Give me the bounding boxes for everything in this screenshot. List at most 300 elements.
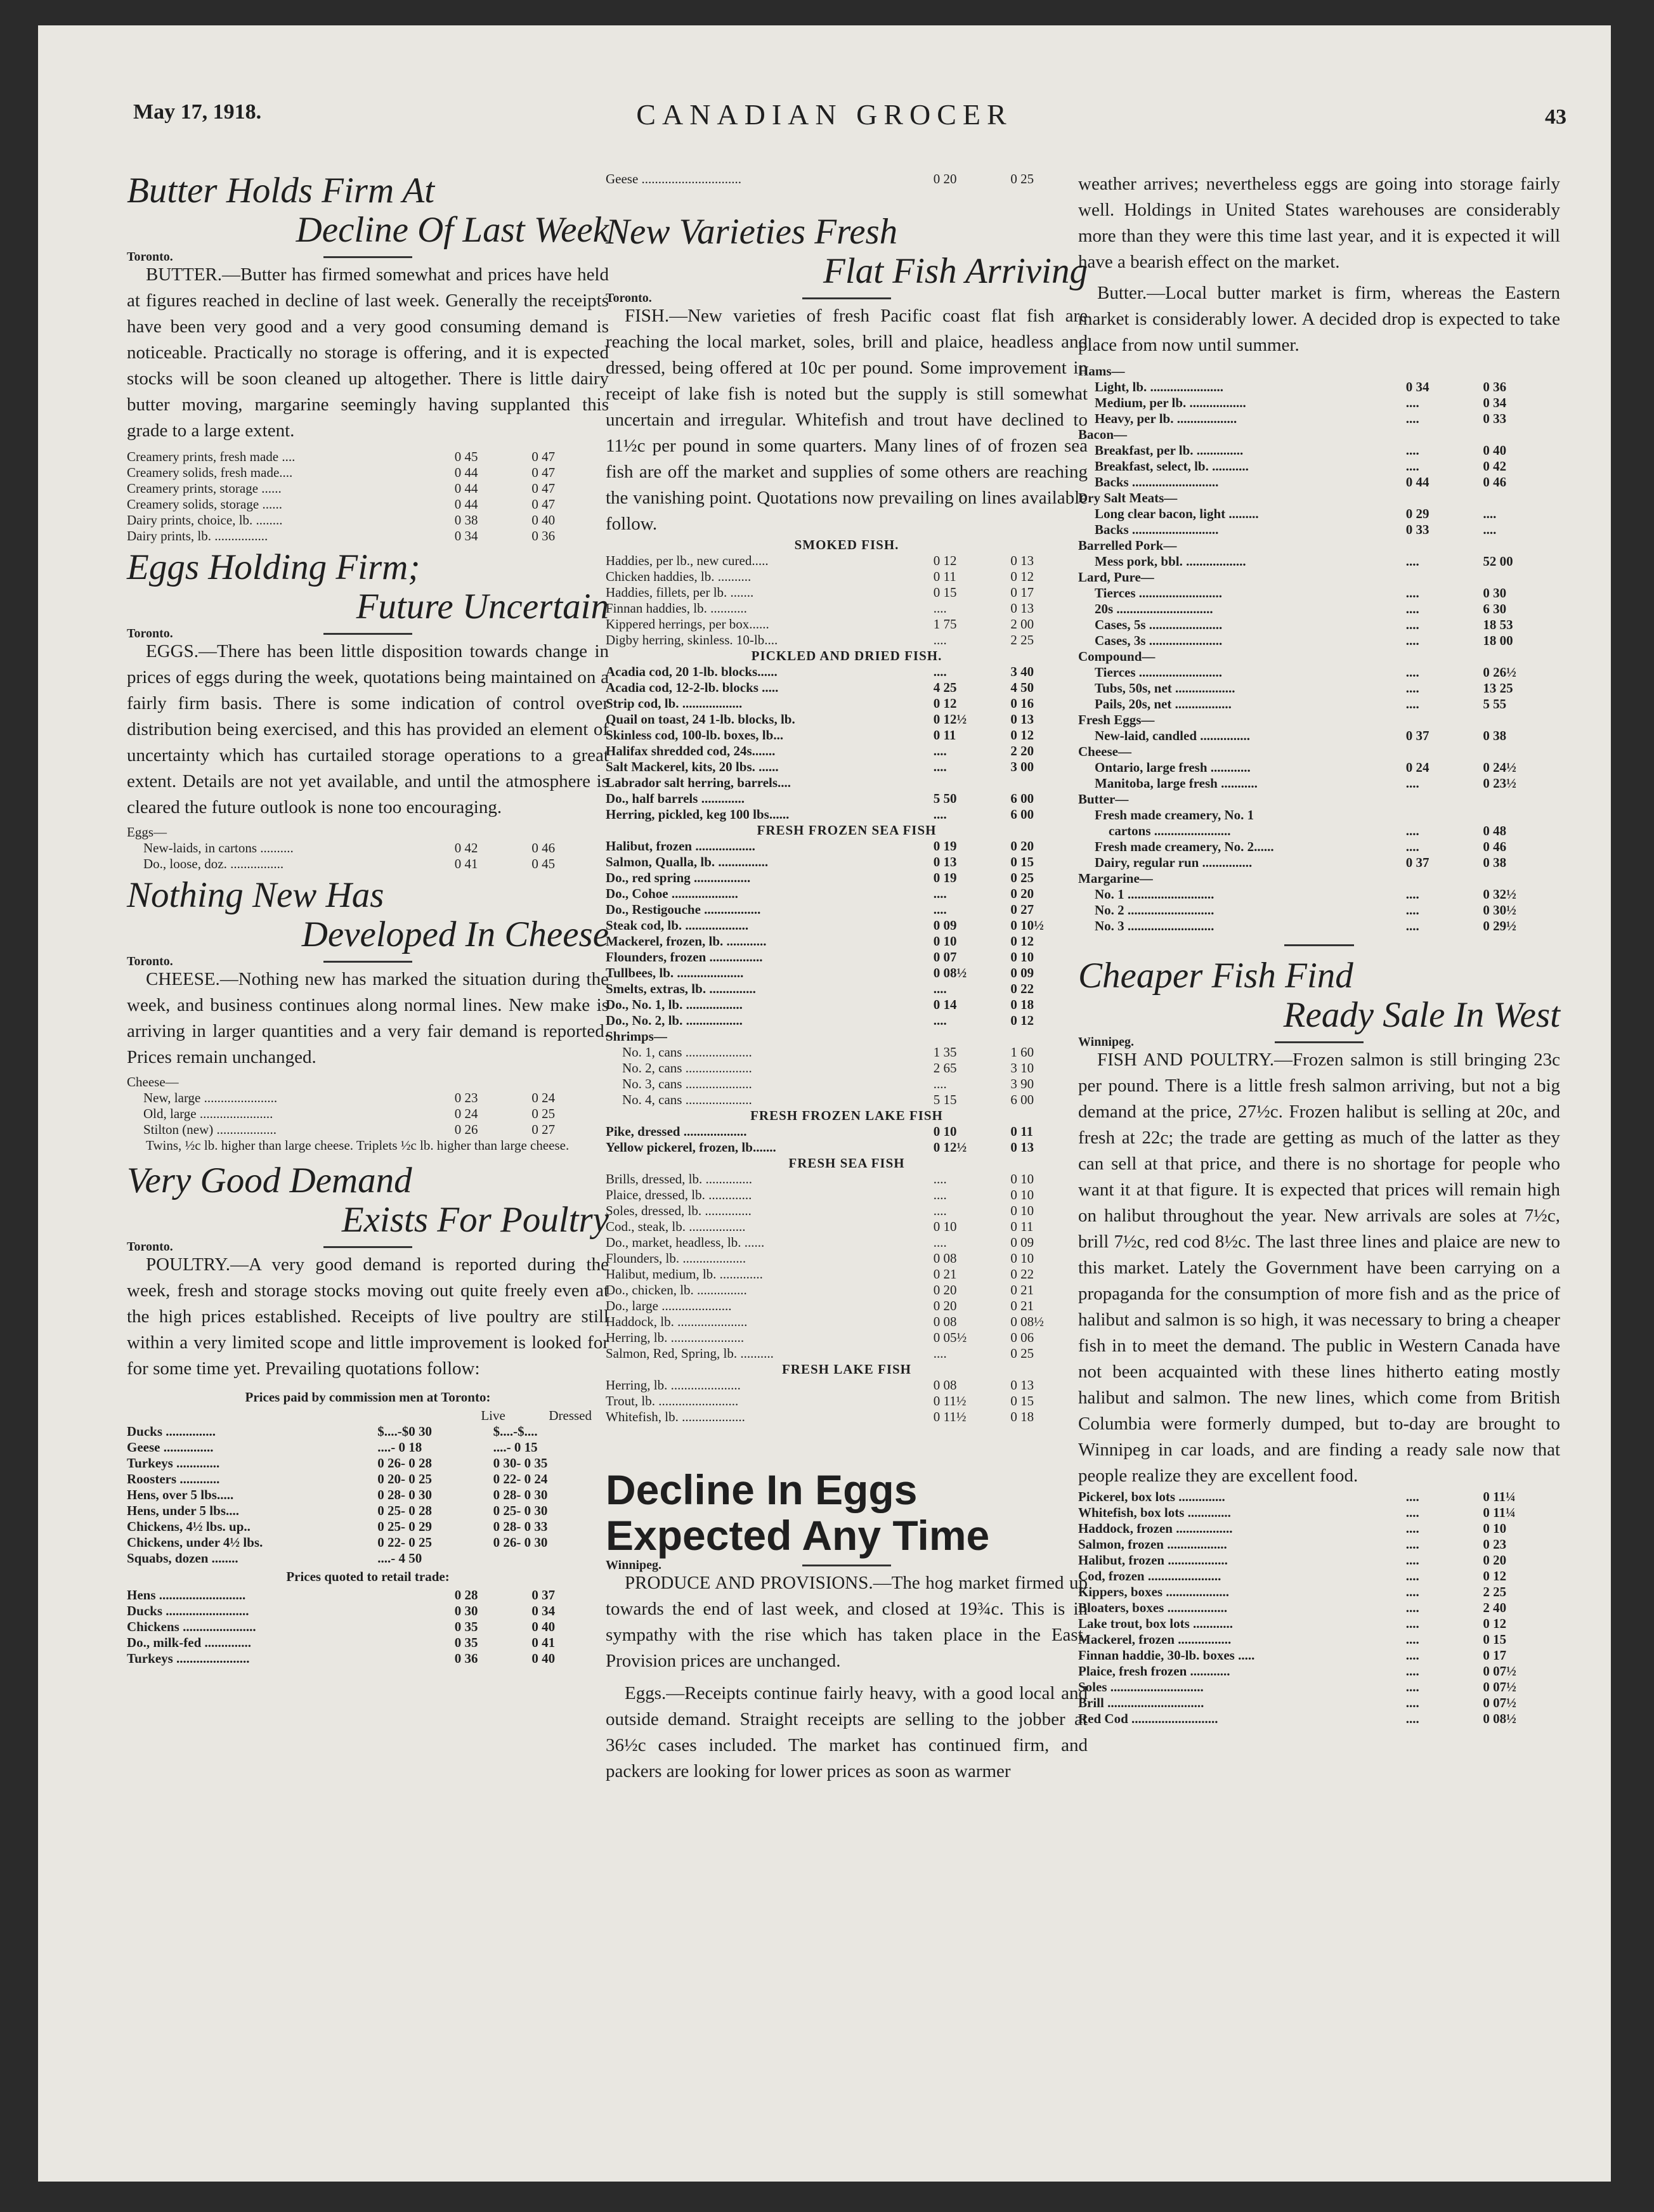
price-value: .... (1405, 1648, 1419, 1663)
price-value: 6 00 (1010, 791, 1034, 806)
item-name: Do., Cohoe .................... (606, 886, 738, 901)
table-row (1078, 1663, 1560, 1679)
price-value: 0 14 (933, 997, 957, 1012)
category-heading (1078, 569, 1560, 585)
item-name: Chickens, 4½ lbs. up.. (127, 1519, 251, 1534)
item-name: Hens, under 5 lbs.... (127, 1503, 239, 1518)
item-name: Lake trout, box lots ............ (1078, 1616, 1234, 1631)
item-name: Pike, dressed ................... (606, 1124, 747, 1139)
price-value: .... (933, 1013, 947, 1028)
section-heading-label: FRESH FROZEN SEA FISH (757, 823, 937, 838)
table-row (606, 934, 1088, 949)
category-heading (1078, 712, 1560, 728)
price-value: .... (933, 1076, 947, 1091)
item-name: Turkeys ...................... (127, 1651, 250, 1666)
item-name: Dairy, regular run ............... (1095, 855, 1253, 870)
item-name: Finnan haddie, 30-lb. boxes ..... (1078, 1648, 1255, 1663)
table-row (1078, 839, 1560, 855)
table-row (606, 1140, 1088, 1155)
price-value: 0 10 (1010, 1251, 1034, 1266)
price-value: 0 10 (933, 1219, 957, 1234)
table-row (1078, 680, 1560, 696)
column-left (127, 171, 609, 1667)
item-name: Do., loose, doz. ................ (143, 856, 284, 871)
price-value: 0 23 (1483, 1537, 1507, 1552)
item-name: Herring, lb. ...................... (606, 1330, 745, 1345)
table-row (1078, 696, 1560, 712)
price-value: 0 48 (1483, 823, 1507, 838)
price-value: 0 19 (933, 870, 957, 885)
price-value: 0 42 (1483, 459, 1507, 474)
table-row (606, 696, 1088, 712)
price-value: 0 20 (1010, 886, 1034, 901)
price-value: .... (933, 601, 947, 616)
table-row (1078, 395, 1560, 411)
poultry-paid-heading: Prices paid by commission men at Toronto: (245, 1389, 491, 1405)
table-row (1078, 776, 1560, 791)
item-name: Fresh made creamery, No. 1 (1095, 807, 1254, 823)
table-row (606, 1298, 1088, 1314)
price-value: .... (933, 902, 947, 917)
item-name: Medium, per lb. ................. (1095, 395, 1246, 410)
price-value: 0 45 (531, 856, 556, 871)
price-value: 0 26- 0 28 (377, 1455, 432, 1471)
cheaper-fish-article: FISH AND POULTRY.—Frozen salmon is still bringing 23c per pound. There is a little fresh salmon arriving, but not a big demand at the price, 27½c. Frozen halibut is selling at 20c, and fresh at 22c; the trade are getting as much of the latter as they can sell at that price, and there is no shortage for people who want it at that figure. It is expected that prices will remain high on halibut throughout the year. New arrivals are soles at 7½c, brill 7½c, red cod 8½c. The last three lines and plaice are new to this market. Lately the Government have been carrying on a propaganda for the consumption of more fish and as the price of halibut and salmon is so high, it was necessary to bring a cheaper fish in to meet the demand. The public in Western Canada have not been acquainted with these lines hitherto eating mostly halibut and salmon. The new lines, which come from British Columbia were formerly dumped, but to-day are brought to Winnipeg in car loads, and are finding a ready sale now that people realize they are excellent food. (1078, 1050, 1560, 1486)
table-row (606, 1076, 1088, 1092)
item-name: Breakfast, select, lb. ........... (1095, 459, 1249, 474)
item-name: Brill ............................. (1078, 1695, 1204, 1710)
table-row (127, 1503, 609, 1519)
geese-row (606, 171, 1088, 187)
table-row: Geese .............................. 0 20 0 25 (606, 171, 1034, 186)
table-row (1078, 1695, 1560, 1711)
item-name: Acadia cod, 12-2-lb. blocks ..... (606, 680, 779, 695)
price-value: 0 20 (933, 1282, 957, 1298)
fresh-sea-fish-section (606, 1155, 1088, 1362)
price-value: .... (1405, 680, 1419, 696)
category-label: Cheese— (127, 1074, 179, 1090)
item-name: Pails, 20s, net ................. (1095, 696, 1232, 712)
table-row (606, 1124, 1088, 1140)
price-value: $....-$0 30 (377, 1424, 432, 1439)
price-value: 0 36 (454, 1651, 478, 1666)
price-value: .... (1405, 696, 1419, 712)
price-value: 0 34 (454, 528, 478, 543)
table-row (1078, 585, 1560, 601)
table-row (606, 1314, 1088, 1330)
section-heading (606, 1108, 1088, 1124)
item-name: Hens .......................... (127, 1587, 246, 1603)
item-name: Bloaters, boxes .................. (1078, 1600, 1228, 1615)
item-name: No. 3 .......................... (1095, 918, 1214, 934)
price-value: 0 41 (454, 856, 478, 871)
price-value: .... (1405, 554, 1419, 569)
price-value: 0 13 (933, 854, 957, 869)
item-name: Salt Mackerel, kits, 20 lbs. ...... (606, 759, 779, 774)
table-row (606, 791, 1088, 807)
table-row (1078, 1537, 1560, 1552)
table-row (606, 997, 1088, 1013)
category-heading (1078, 871, 1560, 887)
table-row (127, 1619, 609, 1635)
price-value: 0 19 (933, 838, 957, 854)
price-value: 0 12 (1010, 727, 1034, 743)
dateline: Toronto. (127, 1240, 173, 1254)
price-value: 0 09 (1010, 965, 1034, 980)
price-value: 0 34 (531, 1603, 556, 1618)
price-value: 0 21 (933, 1266, 957, 1282)
category-heading (606, 1029, 1088, 1044)
decline-headline (606, 1467, 1088, 1558)
table-row (606, 1092, 1088, 1108)
table-row (1078, 902, 1560, 918)
item-name: Stilton (new) .................. (143, 1122, 277, 1137)
table-row (606, 680, 1088, 696)
price-value: 4 25 (933, 680, 957, 695)
price-value: 5 50 (933, 791, 957, 806)
price-value: 0 34 (1405, 379, 1429, 394)
item-name: Halibut, medium, lb. ............. (606, 1266, 763, 1282)
price-value: 0 21 (1010, 1298, 1034, 1313)
price-value: 0 40 (531, 512, 556, 528)
price-value: .... (933, 1203, 947, 1218)
item-name: Flounders, frozen ................ (606, 949, 763, 965)
price-value: 0 28 (454, 1587, 478, 1603)
item-name: Chickens ...................... (127, 1619, 256, 1634)
item-name: Fresh made creamery, No. 2...... (1095, 839, 1274, 854)
price-value: 0 10 (1010, 1203, 1034, 1218)
category-heading-label: Barrelled Pork— (1078, 538, 1177, 553)
price-value: 0 06 (1010, 1330, 1034, 1345)
item-name: Plaice, fresh frozen ............ (1078, 1663, 1230, 1679)
cheese-price-table (127, 1090, 609, 1138)
item-name: New, large ...................... (143, 1090, 278, 1105)
price-value: .... (1405, 1679, 1419, 1695)
price-value: 0 33 (1405, 522, 1429, 537)
price-value: .... (1405, 1568, 1419, 1584)
headline-line: Exists For Poultry (341, 1200, 609, 1240)
table-row (1078, 887, 1560, 902)
price-value: 3 00 (1010, 759, 1034, 774)
item-name: Flounders, lb. ................... (606, 1251, 746, 1266)
table-row (606, 727, 1088, 743)
table-row (127, 856, 609, 872)
item-name: Creamery solids, fresh made.... (127, 465, 293, 480)
table-row (127, 1122, 609, 1138)
table-row (127, 1603, 609, 1619)
item-name: New-laid, candled ............... (1095, 728, 1251, 743)
price-value: 0 44 (454, 465, 478, 480)
table-row (606, 1409, 1088, 1425)
item-name: Salmon, Red, Spring, lb. .......... (606, 1346, 774, 1361)
price-value: 0 18 (1010, 997, 1034, 1012)
price-value: 5 55 (1483, 696, 1507, 712)
price-value: .... (1405, 918, 1419, 934)
price-value: .... (1405, 1663, 1419, 1679)
item-name: Cod., steak, lb. ................. (606, 1219, 746, 1234)
price-value: .... (933, 1235, 947, 1250)
category-heading-label: Shrimps— (606, 1029, 667, 1044)
item-name: No. 4, cans .................... (622, 1092, 752, 1107)
item-name: Herring, pickled, keg 100 lbs...... (606, 807, 790, 822)
item-name: Labrador salt herring, barrels.... (606, 775, 791, 790)
category-heading (1078, 427, 1560, 443)
poultry-retail-heading: Prices quoted to retail trade: (286, 1569, 450, 1584)
item-name: Hens, over 5 lbs..... (127, 1487, 234, 1502)
table-row (606, 949, 1088, 965)
table-row (606, 632, 1088, 648)
price-value: 0 37 (531, 1587, 556, 1603)
table-row (127, 497, 609, 512)
price-value: 0 28- 0 33 (493, 1519, 548, 1534)
cheese-note: Twins, ½c lb. higher than large cheese. Triplets ½c lb. higher than large cheese. (146, 1138, 570, 1153)
item-name: Finnan haddies, lb. ........... (606, 601, 747, 616)
price-value: .... (933, 886, 947, 901)
price-value: 0 16 (1010, 696, 1034, 711)
price-value: .... (1405, 665, 1419, 680)
page-header (38, 100, 1611, 138)
price-value: 0 24 (1405, 760, 1429, 775)
table-row (606, 1187, 1088, 1203)
table-row (606, 1346, 1088, 1362)
table-row (1078, 1632, 1560, 1648)
price-value: $....-$.... (493, 1424, 538, 1439)
price-value: 0 25 (1010, 870, 1034, 885)
price-value: .... (1405, 395, 1419, 410)
poultry-article: POULTRY.—A very good demand is reported during the week, fresh and storage stocks moving out quite freely even at the high prices established. Receipts of live poultry are still within a very limited scope and little improvement is looked for for some time yet. Prevailing quotations follow: (127, 1254, 609, 1379)
price-value: .... (1405, 887, 1419, 902)
price-value: 0 23½ (1483, 776, 1516, 791)
table-row (127, 528, 609, 544)
fish-headline (606, 212, 1088, 291)
price-value: .... (933, 1171, 947, 1187)
poultry-retail-table (127, 1587, 609, 1667)
eggs-headline (127, 548, 609, 627)
table-row (606, 1251, 1088, 1266)
price-value: 6 00 (1010, 807, 1034, 822)
price-value: .... (933, 981, 947, 996)
item-name: Chickens, under 4½ lbs. (127, 1535, 263, 1550)
price-value: .... (1405, 1489, 1419, 1504)
price-value: .... (1405, 601, 1419, 616)
table-row (1078, 1616, 1560, 1632)
dateline: Toronto. (127, 250, 173, 264)
table-row (127, 1651, 609, 1667)
price-value: 0 11 (933, 569, 956, 584)
price-value: 0 29½ (1483, 918, 1516, 934)
section-heading (606, 823, 1088, 838)
price-value: ....- 0 18 (377, 1440, 422, 1455)
price-value: 0 09 (1010, 1235, 1034, 1250)
category-heading-label: Dry Salt Meats— (1078, 490, 1178, 505)
table-row (1078, 554, 1560, 569)
category-heading-label: Margarine— (1078, 871, 1153, 886)
price-value: 6 30 (1483, 601, 1507, 616)
item-name: Manitoba, large fresh ........... (1095, 776, 1258, 791)
price-value: 0 08½ (1010, 1314, 1044, 1329)
item-name: Dairy prints, lb. ................ (127, 528, 268, 543)
price-value: 0 44 (1405, 474, 1429, 490)
table-row (606, 1171, 1088, 1187)
decline-article-p1: PRODUCE AND PROVISIONS.—The hog market firmed up towards the end of last week, and closed at 19¾c. This is in sympathy with the rise which has taken place in the East. Provision prices are unchanged. (606, 1573, 1088, 1671)
eggs-article: EGGS.—There has been little disposition towards change in prices of eggs during the week, quotations being maintained on a fairly firm basis. There is some indication of control over distribution being exercised, and this has provided an element of uncertainty which has curtailed storage operations to a great extent. Details are not yet available, and until the atmosphere is cleared the future outlook is none too encouraging. (127, 641, 609, 817)
table-row (606, 585, 1088, 601)
price-value: 0 10 (1010, 1171, 1034, 1187)
price-value: .... (933, 759, 947, 774)
price-value: .... (1405, 1695, 1419, 1710)
item-name: Kippered herrings, per box...... (606, 616, 769, 632)
table-row (1078, 601, 1560, 617)
item-name: Soles, dressed, lb. .............. (606, 1203, 752, 1218)
table-row (606, 553, 1088, 569)
table-row (606, 759, 1088, 775)
table-row (127, 512, 609, 528)
winnipeg-fish-price-table (1078, 1489, 1560, 1727)
item-name: No. 1 .......................... (1095, 887, 1214, 902)
price-value: 0 11½ (933, 1409, 967, 1424)
price-value: 0 41 (531, 1635, 556, 1650)
decline-article-p2: Eggs.—Receipts continue fairly heavy, with a good local and outside demand. Straight receipts are selling to the jobber at 36½c cases included. The market has continued firm, and packers are looking for lower prices as soon as warmer (606, 1683, 1088, 1781)
price-value: 0 10 (1010, 949, 1034, 965)
item-name: Skinless cod, 100-lb. boxes, lb... (606, 727, 784, 743)
poultry-paid-table (127, 1424, 609, 1566)
item-name: Ontario, large fresh ............ (1095, 760, 1251, 775)
price-value: 0 10 (1010, 1187, 1034, 1202)
divider (323, 256, 412, 258)
item-name: Plaice, dressed, lb. ............. (606, 1187, 752, 1202)
price-value: 0 10 (1483, 1521, 1507, 1536)
price-value: 0 12 (1483, 1616, 1507, 1631)
headline-line: Decline Of Last Week (296, 210, 609, 250)
headline-line: New Varieties Fresh (606, 212, 898, 252)
item-name: Long clear bacon, light ......... (1095, 506, 1259, 521)
price-value: 0 21 (1010, 1282, 1034, 1298)
price-value: .... (933, 743, 947, 758)
price-value: ....- 0 15 (493, 1440, 538, 1455)
item-name: Herring, lb. ..................... (606, 1377, 741, 1393)
price-value: .... (1405, 776, 1419, 791)
table-row (1078, 1711, 1560, 1727)
price-value: 1 35 (933, 1044, 957, 1060)
dressed-heading: Dressed (549, 1408, 592, 1423)
price-value: 0 05½ (933, 1330, 967, 1345)
decline-article-continued: weather arrives; nevertheless eggs are going into storage fairly well. Holdings in United States warehouses are considerably more than they were this time last year, and it is expected it will have a bearish effect on the market. (1078, 174, 1560, 272)
price-value: .... (1405, 459, 1419, 474)
price-value: .... (1405, 1505, 1419, 1520)
price-value: 0 26½ (1483, 665, 1516, 680)
price-value: 0 09 (933, 918, 957, 933)
price-value: .... (933, 1346, 947, 1361)
table-row (606, 1060, 1088, 1076)
table-row (606, 712, 1088, 727)
price-value: 0 22- 0 24 (493, 1471, 548, 1487)
category-heading-label: Hams— (1078, 363, 1125, 379)
category-heading-label: Fresh Eggs— (1078, 712, 1155, 727)
item-name: Ducks ............... (127, 1424, 216, 1439)
price-value: 2 25 (1483, 1584, 1507, 1599)
table-row (606, 1235, 1088, 1251)
table-row (606, 664, 1088, 680)
price-value: 0 11½ (933, 1393, 967, 1409)
issue-date: May 17, 1918. (133, 100, 262, 124)
item-name: Heavy, per lb. .................. (1095, 411, 1237, 426)
price-value: 0 11 (1010, 1219, 1034, 1234)
price-value: 0 25 (531, 1106, 556, 1121)
divider (323, 633, 412, 635)
table-row (606, 838, 1088, 854)
item-name: Backs .......................... (1095, 522, 1219, 537)
price-value: .... (1405, 411, 1419, 426)
item-name: No. 2 .......................... (1095, 902, 1214, 918)
category-label: Eggs— (127, 824, 167, 840)
item-name: Old, large ...................... (143, 1106, 273, 1121)
price-value: 6 00 (1010, 1092, 1034, 1107)
price-value: 2 65 (933, 1060, 957, 1076)
table-row (1078, 1648, 1560, 1663)
price-value: 0 12½ (933, 1140, 967, 1155)
item-name: Halibut, frozen .................. (606, 838, 755, 854)
table-row (606, 1219, 1088, 1235)
item-name: Salmon, frozen .................. (1078, 1537, 1227, 1552)
table-row (1078, 1568, 1560, 1584)
table-row (1078, 1600, 1560, 1616)
item-name: No. 1, cans .................... (622, 1044, 752, 1060)
fish-price-table (606, 537, 1088, 1425)
headline-line: Eggs Holding Firm; (127, 547, 420, 587)
price-value: 0 11¼ (1483, 1505, 1516, 1520)
price-value: 0 30½ (1483, 902, 1516, 918)
table-row (127, 1551, 609, 1566)
price-value: 18 53 (1483, 617, 1513, 632)
price-value: 0 47 (531, 481, 556, 496)
butter-article: BUTTER.—Butter has firmed somewhat and prices have held at figures reached in decline of last week. Generally the receipts have been very good and a very good consuming demand is noticeable. Practically no storage is offering, and it is expected stocks will be soon cleaned up altogether. There is little dairy butter moving, margarine seemingly having supplanted this grade to a large extent. (127, 264, 609, 441)
column-middle (606, 171, 1088, 1785)
price-value: 0 46 (1483, 839, 1507, 854)
category-heading (1078, 649, 1560, 665)
dateline: Toronto. (127, 954, 173, 968)
price-value: 0 40 (531, 1651, 556, 1666)
table-row (1078, 459, 1560, 474)
item-name: Soles ............................ (1078, 1679, 1204, 1695)
table-row (606, 775, 1088, 791)
price-value: .... (1405, 633, 1419, 648)
table-row (127, 1106, 609, 1122)
item-name: Acadia cod, 20 1-lb. blocks...... (606, 664, 778, 679)
price-value: 0 38 (454, 512, 478, 528)
item-name: Haddies, per lb., new cured..... (606, 553, 769, 568)
price-value: 0 12 (1483, 1568, 1507, 1584)
price-value: .... (1405, 585, 1419, 601)
price-value: 52 00 (1483, 554, 1513, 569)
price-value (493, 1551, 609, 1566)
item-name: Creamery prints, storage ...... (127, 481, 282, 496)
table-row (606, 1203, 1088, 1219)
item-name: Do., milk-fed .............. (127, 1635, 251, 1650)
price-value: .... (1405, 1521, 1419, 1536)
item-name: Mess pork, bbl. .................. (1095, 554, 1246, 569)
table-row (1078, 1584, 1560, 1600)
price-value: 0 27 (531, 1122, 556, 1137)
price-value: .... (1405, 839, 1419, 854)
price-value: 0 12 (1010, 569, 1034, 584)
price-value: .... (933, 632, 947, 647)
price-value: 0 35 (454, 1635, 478, 1650)
provisions-price-table (1078, 363, 1560, 934)
item-name: Halibut, frozen .................. (1078, 1552, 1228, 1568)
item-name: Squabs, dozen ........ (127, 1551, 238, 1566)
butter-price-table (127, 449, 609, 544)
cheaper-fish-headline (1078, 956, 1560, 1035)
